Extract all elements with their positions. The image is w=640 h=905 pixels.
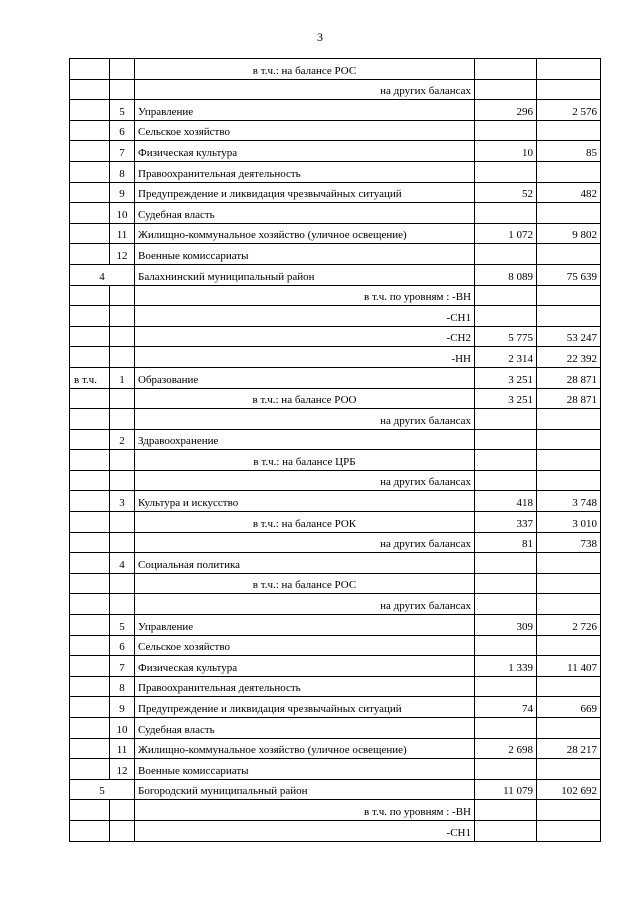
table-row — [70, 161, 601, 182]
value-col-1: 8 089 — [475, 264, 537, 285]
row-description: на других балансах — [135, 79, 475, 100]
value-col-1 — [475, 718, 537, 739]
value-col-2 — [537, 161, 601, 182]
table-row — [70, 470, 601, 491]
row-description: Управление — [135, 615, 475, 636]
row-description: в т.ч. по уровням : -ВН — [135, 800, 475, 821]
value-col-2: 102 692 — [537, 779, 601, 800]
row-number — [110, 79, 135, 100]
value-col-1 — [475, 553, 537, 574]
value-col-1 — [475, 244, 537, 265]
value-col-2: 9 802 — [537, 223, 601, 244]
row-group-label — [70, 615, 110, 636]
row-number — [110, 409, 135, 430]
row-description: Жилищно-коммунальное хозяйство (уличное освещение) — [135, 738, 475, 759]
value-col-1: 5 775 — [475, 326, 537, 347]
value-col-1 — [475, 306, 537, 327]
row-number: 9 — [110, 182, 135, 203]
row-description: Богородский муниципальный район — [135, 779, 475, 800]
row-description: -НН — [135, 347, 475, 368]
row-number: 2 — [110, 429, 135, 450]
row-description: в т.ч.: на балансе ЦРБ — [135, 450, 475, 471]
table-row — [70, 594, 601, 615]
row-group-label — [70, 285, 110, 306]
row-number — [110, 285, 135, 306]
row-group-label — [70, 59, 110, 80]
table-row — [70, 244, 601, 265]
row-description: -СН2 — [135, 326, 475, 347]
row-number: 7 — [110, 141, 135, 162]
row-group-label — [70, 697, 110, 718]
value-col-2: 3 010 — [537, 512, 601, 533]
table-row — [70, 429, 601, 450]
row-group-label — [70, 79, 110, 100]
row-description: Балахнинский муниципальный район — [135, 264, 475, 285]
value-col-2: 22 392 — [537, 347, 601, 368]
value-col-2: 28 871 — [537, 367, 601, 388]
row-number — [110, 532, 135, 553]
row-group-label — [70, 203, 110, 224]
value-col-1: 10 — [475, 141, 537, 162]
row-number — [110, 326, 135, 347]
table-row — [70, 59, 601, 80]
value-col-1 — [475, 470, 537, 491]
value-col-2 — [537, 409, 601, 430]
value-col-2 — [537, 244, 601, 265]
value-col-2: 11 407 — [537, 656, 601, 677]
row-description: в т.ч. по уровням : -ВН — [135, 285, 475, 306]
row-group-label — [70, 738, 110, 759]
row-description: в т.ч.: на балансе РОС — [135, 59, 475, 80]
row-number — [110, 347, 135, 368]
row-number: 11 — [110, 223, 135, 244]
table-row — [70, 450, 601, 471]
value-col-1 — [475, 573, 537, 594]
value-col-1: 1 339 — [475, 656, 537, 677]
row-description: Социальная политика — [135, 553, 475, 574]
table-row — [70, 409, 601, 430]
row-number: 12 — [110, 759, 135, 780]
value-col-2 — [537, 759, 601, 780]
value-col-1: 52 — [475, 182, 537, 203]
value-col-1: 3 251 — [475, 367, 537, 388]
row-description: на других балансах — [135, 470, 475, 491]
table-row — [70, 367, 601, 388]
row-group-label — [70, 182, 110, 203]
value-col-1: 1 072 — [475, 223, 537, 244]
table-row — [70, 573, 601, 594]
page-number: 3 — [317, 30, 323, 44]
table-row — [70, 779, 601, 800]
row-number — [110, 594, 135, 615]
row-group-label — [70, 429, 110, 450]
value-col-2: 2 576 — [537, 100, 601, 121]
row-group-label — [70, 573, 110, 594]
row-number: 9 — [110, 697, 135, 718]
row-description: Культура и искусство — [135, 491, 475, 512]
row-description: Предупреждение и ликвидация чрезвычайных ситуаций — [135, 697, 475, 718]
row-group-label — [70, 553, 110, 574]
value-col-1: 3 251 — [475, 388, 537, 409]
row-group-label — [70, 100, 110, 121]
row-number — [110, 450, 135, 471]
table-row — [70, 306, 601, 327]
value-col-2: 2 726 — [537, 615, 601, 636]
row-group-label — [70, 800, 110, 821]
row-number — [110, 470, 135, 491]
row-number: 10 — [110, 203, 135, 224]
row-number: 1 — [110, 367, 135, 388]
row-group-label — [70, 635, 110, 656]
table-row — [70, 635, 601, 656]
value-col-2 — [537, 553, 601, 574]
row-number: 4 — [70, 264, 135, 285]
value-col-1 — [475, 800, 537, 821]
row-description: в т.ч.: на балансе РОО — [135, 388, 475, 409]
row-group-label — [70, 141, 110, 162]
row-description: Сельское хозяйство — [135, 120, 475, 141]
row-description: на других балансах — [135, 594, 475, 615]
row-number — [110, 820, 135, 841]
value-col-1 — [475, 820, 537, 841]
value-col-2 — [537, 59, 601, 80]
row-number — [110, 800, 135, 821]
row-group-label — [70, 820, 110, 841]
row-group-label — [70, 161, 110, 182]
table-row — [70, 800, 601, 821]
value-col-2: 3 748 — [537, 491, 601, 512]
row-description: Правоохранительная деятельность — [135, 161, 475, 182]
row-group-label — [70, 450, 110, 471]
value-col-2 — [537, 306, 601, 327]
row-description: Физическая культура — [135, 656, 475, 677]
value-col-1 — [475, 120, 537, 141]
table-row — [70, 512, 601, 533]
row-number: 8 — [110, 676, 135, 697]
table-row — [70, 676, 601, 697]
value-col-2: 75 639 — [537, 264, 601, 285]
value-col-1 — [475, 635, 537, 656]
value-col-1 — [475, 79, 537, 100]
row-group-label — [70, 244, 110, 265]
row-group-label — [70, 594, 110, 615]
row-description: Судебная власть — [135, 203, 475, 224]
row-group-label — [70, 512, 110, 533]
row-group-label — [70, 532, 110, 553]
row-number: 3 — [110, 491, 135, 512]
row-group-label — [70, 491, 110, 512]
value-col-1 — [475, 203, 537, 224]
value-col-2: 28 871 — [537, 388, 601, 409]
row-description: Военные комиссариаты — [135, 244, 475, 265]
value-col-1: 296 — [475, 100, 537, 121]
row-group-label — [70, 718, 110, 739]
value-col-1: 11 079 — [475, 779, 537, 800]
row-group-label — [70, 223, 110, 244]
value-col-2 — [537, 635, 601, 656]
row-group-label — [70, 676, 110, 697]
value-col-2: 53 247 — [537, 326, 601, 347]
row-group-label: в т.ч. — [70, 367, 110, 388]
row-description: Судебная власть — [135, 718, 475, 739]
table-row — [70, 79, 601, 100]
row-description: -СН1 — [135, 306, 475, 327]
row-number: 7 — [110, 656, 135, 677]
value-col-2 — [537, 203, 601, 224]
value-col-1 — [475, 161, 537, 182]
value-col-1: 337 — [475, 512, 537, 533]
table-row — [70, 718, 601, 739]
table-row — [70, 759, 601, 780]
value-col-2 — [537, 820, 601, 841]
row-number: 8 — [110, 161, 135, 182]
table-row — [70, 738, 601, 759]
table-row — [70, 615, 601, 636]
value-col-1: 74 — [475, 697, 537, 718]
value-col-1 — [475, 285, 537, 306]
row-description: Образование — [135, 367, 475, 388]
table-row — [70, 532, 601, 553]
row-group-label — [70, 470, 110, 491]
row-description: Предупреждение и ликвидация чрезвычайных ситуаций — [135, 182, 475, 203]
row-number — [110, 59, 135, 80]
table-row — [70, 100, 601, 121]
row-description: Жилищно-коммунальное хозяйство (уличное освещение) — [135, 223, 475, 244]
value-col-1: 309 — [475, 615, 537, 636]
value-col-2 — [537, 450, 601, 471]
table-row — [70, 182, 601, 203]
row-description: на других балансах — [135, 409, 475, 430]
table-row — [70, 285, 601, 306]
row-description: -СН1 — [135, 820, 475, 841]
value-col-1: 2 314 — [475, 347, 537, 368]
row-group-label — [70, 656, 110, 677]
row-number: 5 — [110, 615, 135, 636]
row-number — [110, 512, 135, 533]
row-number: 5 — [110, 100, 135, 121]
value-col-1 — [475, 759, 537, 780]
value-col-2: 28 217 — [537, 738, 601, 759]
value-col-2: 482 — [537, 182, 601, 203]
row-description: Сельское хозяйство — [135, 635, 475, 656]
value-col-2 — [537, 429, 601, 450]
value-col-1 — [475, 676, 537, 697]
row-number: 6 — [110, 635, 135, 656]
row-description: Управление — [135, 100, 475, 121]
value-col-2: 669 — [537, 697, 601, 718]
table-row — [70, 491, 601, 512]
value-col-2 — [537, 120, 601, 141]
table-row — [70, 553, 601, 574]
table-row — [70, 203, 601, 224]
budget-table-body — [70, 59, 601, 842]
value-col-1 — [475, 450, 537, 471]
value-col-1: 81 — [475, 532, 537, 553]
value-col-1 — [475, 594, 537, 615]
row-number: 12 — [110, 244, 135, 265]
row-number: 11 — [110, 738, 135, 759]
row-description: Здравоохранение — [135, 429, 475, 450]
table-row — [70, 347, 601, 368]
value-col-2: 738 — [537, 532, 601, 553]
value-col-1: 418 — [475, 491, 537, 512]
value-col-1 — [475, 59, 537, 80]
value-col-1 — [475, 429, 537, 450]
value-col-2 — [537, 470, 601, 491]
row-group-label — [70, 759, 110, 780]
row-group-label — [70, 347, 110, 368]
row-number: 10 — [110, 718, 135, 739]
row-description: Физическая культура — [135, 141, 475, 162]
row-number: 4 — [110, 553, 135, 574]
row-description: на других балансах — [135, 532, 475, 553]
table-row — [70, 223, 601, 244]
row-group-label — [70, 326, 110, 347]
budget-table — [69, 58, 601, 842]
table-row — [70, 388, 601, 409]
value-col-2 — [537, 79, 601, 100]
value-col-2: 85 — [537, 141, 601, 162]
value-col-2 — [537, 285, 601, 306]
row-description: в т.ч.: на балансе РОК — [135, 512, 475, 533]
value-col-2 — [537, 676, 601, 697]
table-row — [70, 326, 601, 347]
row-description: Правоохранительная деятельность — [135, 676, 475, 697]
row-number — [110, 388, 135, 409]
row-number — [110, 573, 135, 594]
row-group-label — [70, 388, 110, 409]
row-group-label — [70, 306, 110, 327]
value-col-2 — [537, 573, 601, 594]
value-col-2 — [537, 594, 601, 615]
row-group-label — [70, 409, 110, 430]
table-row — [70, 656, 601, 677]
value-col-1 — [475, 409, 537, 430]
row-description: Военные комиссариаты — [135, 759, 475, 780]
row-description: в т.ч.: на балансе РОС — [135, 573, 475, 594]
table-row — [70, 141, 601, 162]
value-col-2 — [537, 718, 601, 739]
row-number: 6 — [110, 120, 135, 141]
row-number: 5 — [70, 779, 135, 800]
table-row — [70, 264, 601, 285]
row-number — [110, 306, 135, 327]
table-row — [70, 820, 601, 841]
table-row — [70, 697, 601, 718]
value-col-2 — [537, 800, 601, 821]
table-row — [70, 120, 601, 141]
value-col-1: 2 698 — [475, 738, 537, 759]
row-group-label — [70, 120, 110, 141]
